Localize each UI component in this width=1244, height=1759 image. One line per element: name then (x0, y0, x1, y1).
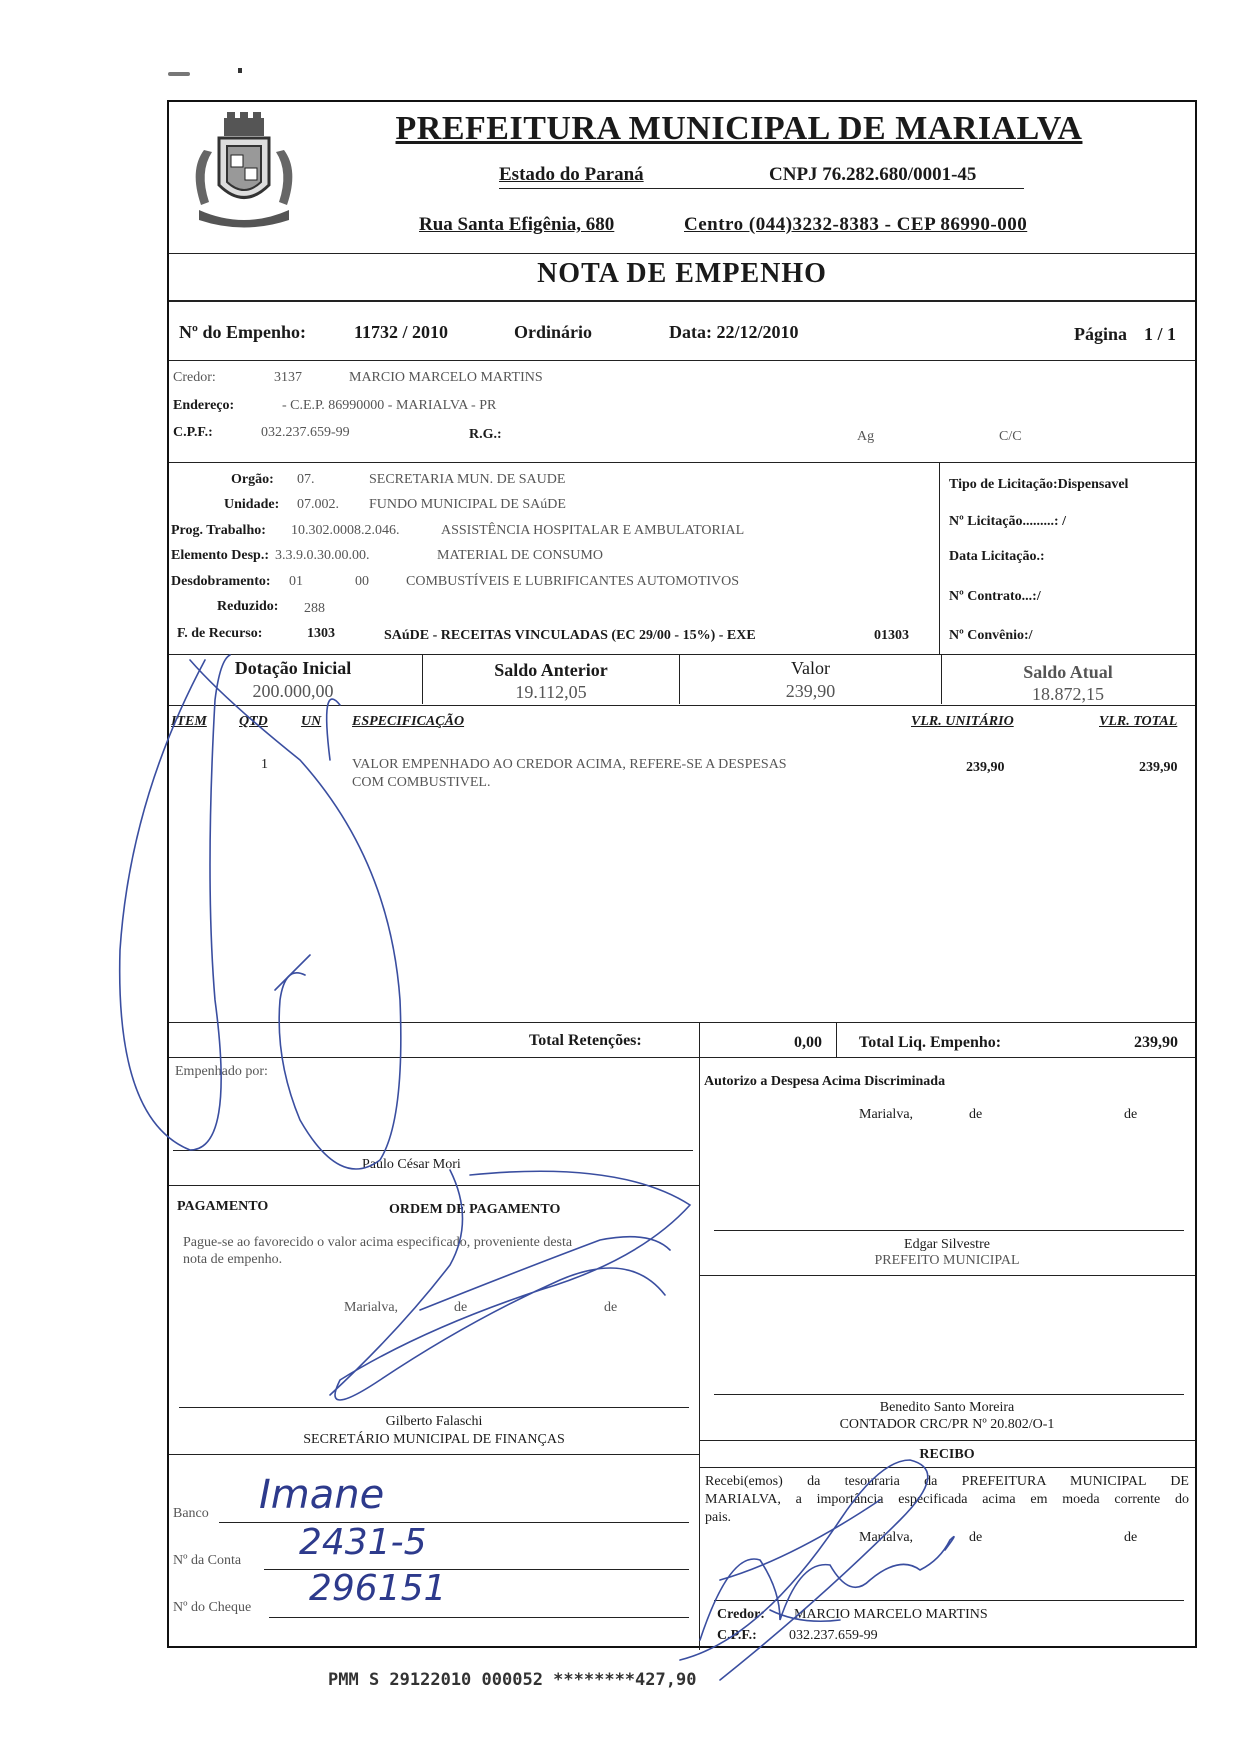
recibo-text-line3: pais. (705, 1510, 732, 1525)
valor-label: Valor (791, 658, 830, 678)
contador-name: Benedito Santo Moreira (879, 1400, 1015, 1415)
pagamento-marialva: Marialva, (344, 1300, 399, 1315)
prog-name: ASSISTÊNCIA HOSPITALAR E AMBULATORIAL (441, 523, 745, 538)
autorizo-de1: de (969, 1107, 983, 1122)
recurso-code: 1303 (307, 626, 335, 641)
item-spec-line2: COM COMBUSTIVEL. (352, 775, 491, 790)
credor-name: MARCIO MARCELO MARTINS (349, 370, 543, 385)
saldo-anterior-label: Saldo Anterior (494, 660, 608, 680)
endereco-label: Endereço: (173, 398, 235, 413)
empenho-number: 11732 / 2010 (354, 322, 449, 342)
retencoes-label: Total Retenções: (529, 1032, 642, 1049)
orgao-name: SECRETARIA MUN. DE SAUDE (369, 472, 566, 487)
scan-mark (168, 72, 190, 76)
cpf-value: 032.237.659-99 (261, 425, 350, 440)
contador-role: CONTADOR CRC/PR Nº 20.802/O-1 (839, 1417, 1055, 1432)
cnpj-label: CNPJ 76.282.680/0001-45 (769, 164, 977, 185)
page-label: Página (1074, 324, 1128, 344)
bank-authentication-stamp: PMM S 29122010 000052 ********427,90 (328, 1670, 697, 1690)
numero-licitacao: Nº Licitação.........: / (949, 514, 1066, 529)
ag-label: Ag (857, 429, 875, 444)
dotacao-inicial-label: Dotação Inicial (234, 658, 352, 678)
banco-label: Banco (173, 1506, 209, 1521)
recibo-text-line1: Recebi(emos) da tesouraria da PREFEITURA MUNICIPAL DE (705, 1474, 1189, 1489)
banco-value: Imane (259, 1472, 385, 1518)
ordem-pagamento-label: ORDEM DE PAGAMENTO (389, 1202, 561, 1217)
pagamento-label: PAGAMENTO (177, 1199, 269, 1214)
endereco-value: - C.E.P. 86990000 - MARIALVA - PR (282, 398, 497, 413)
municipality-title: PREFEITURA MUNICIPAL DE MARIALVA (395, 110, 1083, 147)
credor-label: Credor: (173, 370, 216, 385)
conta-value: 2431-5 (299, 1522, 427, 1563)
desdobramento-name: COMBUSTÍVEIS E LUBRIFICANTES AUTOMOTIVOS (406, 574, 740, 589)
saldo-anterior-value: 19.112,05 (515, 682, 587, 702)
valor-value: 239,90 (785, 681, 836, 701)
pagamento-text-line2: nota de empenho. (183, 1252, 283, 1267)
un-col-header: UN (301, 714, 322, 729)
cpf-label: C.P.F.: (173, 425, 213, 440)
reduzido-value: 288 (304, 601, 325, 616)
recibo-marialva: Marialva, (859, 1530, 914, 1545)
elemento-label: Elemento Desp.: (171, 548, 269, 563)
nota-de-empenho-form (167, 100, 1197, 1648)
reduzido-label: Reduzido: (217, 599, 279, 614)
recibo-de2: de (1124, 1530, 1138, 1545)
prog-label: Prog. Trabalho: (171, 523, 266, 538)
recibo-text-line2: MARIALVA, a importância especificada acima em moeda corrente do (705, 1492, 1189, 1507)
prog-code: 10.302.0008.2.046. (291, 523, 400, 538)
item-spec-line1: VALOR EMPENHADO AO CREDOR ACIMA, REFERE-SE A DESPESAS (352, 757, 787, 772)
unidade-code: 07.002. (297, 497, 339, 512)
cc-label: C/C (999, 429, 1022, 444)
empenho-date: Data: 22/12/2010 (669, 322, 799, 342)
unidade-label: Unidade: (224, 497, 280, 512)
prefeito-role: PREFEITO MUNICIPAL (874, 1253, 1020, 1268)
address-street: Rua Santa Efigênia, 680 (419, 214, 615, 235)
document-title: NOTA DE EMPENHO (537, 258, 827, 289)
item-qtd: 1 (261, 757, 268, 772)
numero-contrato: Nº Contrato...:/ (949, 589, 1041, 604)
page-number: 1 / 1 (1144, 324, 1177, 344)
recibo-cpf-value: 032.237.659-99 (789, 1628, 878, 1643)
recibo-title: RECIBO (919, 1447, 975, 1462)
elemento-code: 3.3.9.0.30.00.00. (275, 548, 370, 563)
secretario-name: Gilberto Falaschi (385, 1414, 483, 1429)
cheque-value: 296151 (309, 1568, 447, 1609)
spec-col-header: ESPECIFICAÇÃO (352, 714, 465, 729)
recibo-de1: de (969, 1530, 983, 1545)
empenho-number-label: Nº do Empenho: (179, 322, 306, 342)
tipo-licitacao: Tipo de Licitação:Dispensavel (949, 477, 1129, 492)
state-label: Estado do Paraná (499, 164, 644, 185)
empenho-type: Ordinário (514, 322, 593, 342)
empenhado-por-name: Paulo César Mori (362, 1157, 461, 1172)
cheque-label: Nº do Cheque (173, 1600, 252, 1615)
scan-dot (238, 68, 242, 73)
saldo-atual-value: 18.872,15 (1032, 684, 1104, 704)
data-licitacao: Data Licitação.: (949, 549, 1045, 564)
numero-convenio: Nº Convênio:/ (949, 628, 1033, 643)
credor-code: 3137 (274, 370, 302, 385)
dotacao-inicial-value: 200.000,00 (252, 681, 334, 701)
unidade-name: FUNDO MUNICIPAL DE SAúDE (369, 497, 566, 512)
desdobramento-code1: 01 (289, 574, 303, 589)
prefeito-name: Edgar Silvestre (904, 1237, 990, 1252)
conta-label: Nº da Conta (173, 1553, 242, 1568)
recurso-label: F. de Recurso: (177, 626, 263, 641)
elemento-name: MATERIAL DE CONSUMO (437, 548, 603, 563)
recibo-credor-label: Credor: (717, 1607, 765, 1622)
pagamento-text-line1: Pague-se ao favorecido o valor acima especificado, proveniente desta (183, 1235, 573, 1250)
orgao-code: 07. (297, 472, 315, 487)
pagamento-de2: de (604, 1300, 618, 1315)
autorizo-de2: de (1124, 1107, 1138, 1122)
rg-label: R.G.: (469, 427, 502, 442)
secretario-role: SECRETÁRIO MUNICIPAL DE FINANÇAS (303, 1432, 565, 1447)
recibo-cpf-label: C.P.F.: (717, 1628, 757, 1643)
empenhado-por-label: Empenhado por: (175, 1064, 268, 1079)
unit-col-header: VLR. UNITÁRIO (911, 714, 1014, 729)
saldo-atual-label: Saldo Atual (1023, 662, 1113, 682)
recurso-name: SAúDE - RECEITAS VINCULADAS (EC 29/00 - 15%) - EXE (384, 628, 756, 643)
address-contact: Centro (044)3232-8383 - CEP 86990-000 (684, 214, 1028, 235)
item-unit-value: 239,90 (966, 760, 1005, 775)
item-col-header: ITEM (171, 714, 207, 729)
retencoes-value: 0,00 (794, 1034, 822, 1051)
autorizo-marialva: Marialva, (859, 1107, 914, 1122)
desdobramento-label: Desdobramento: (171, 574, 271, 589)
liquido-value: 239,90 (1134, 1034, 1178, 1051)
pagamento-de1: de (454, 1300, 468, 1315)
orgao-label: Orgão: (231, 472, 274, 487)
recibo-credor-name: MARCIO MARCELO MARTINS (794, 1607, 988, 1622)
desdobramento-code2: 00 (355, 574, 369, 589)
total-col-header: VLR. TOTAL (1099, 714, 1178, 729)
liquido-label: Total Liq. Empenho: (859, 1034, 1002, 1051)
item-total-value: 239,90 (1139, 760, 1178, 775)
autorizo-label: Autorizo a Despesa Acima Discriminada (704, 1074, 946, 1089)
qtd-col-header: QTD (239, 714, 268, 729)
municipal-coat-of-arms-icon (179, 110, 309, 235)
recurso-code2: 01303 (874, 628, 909, 643)
